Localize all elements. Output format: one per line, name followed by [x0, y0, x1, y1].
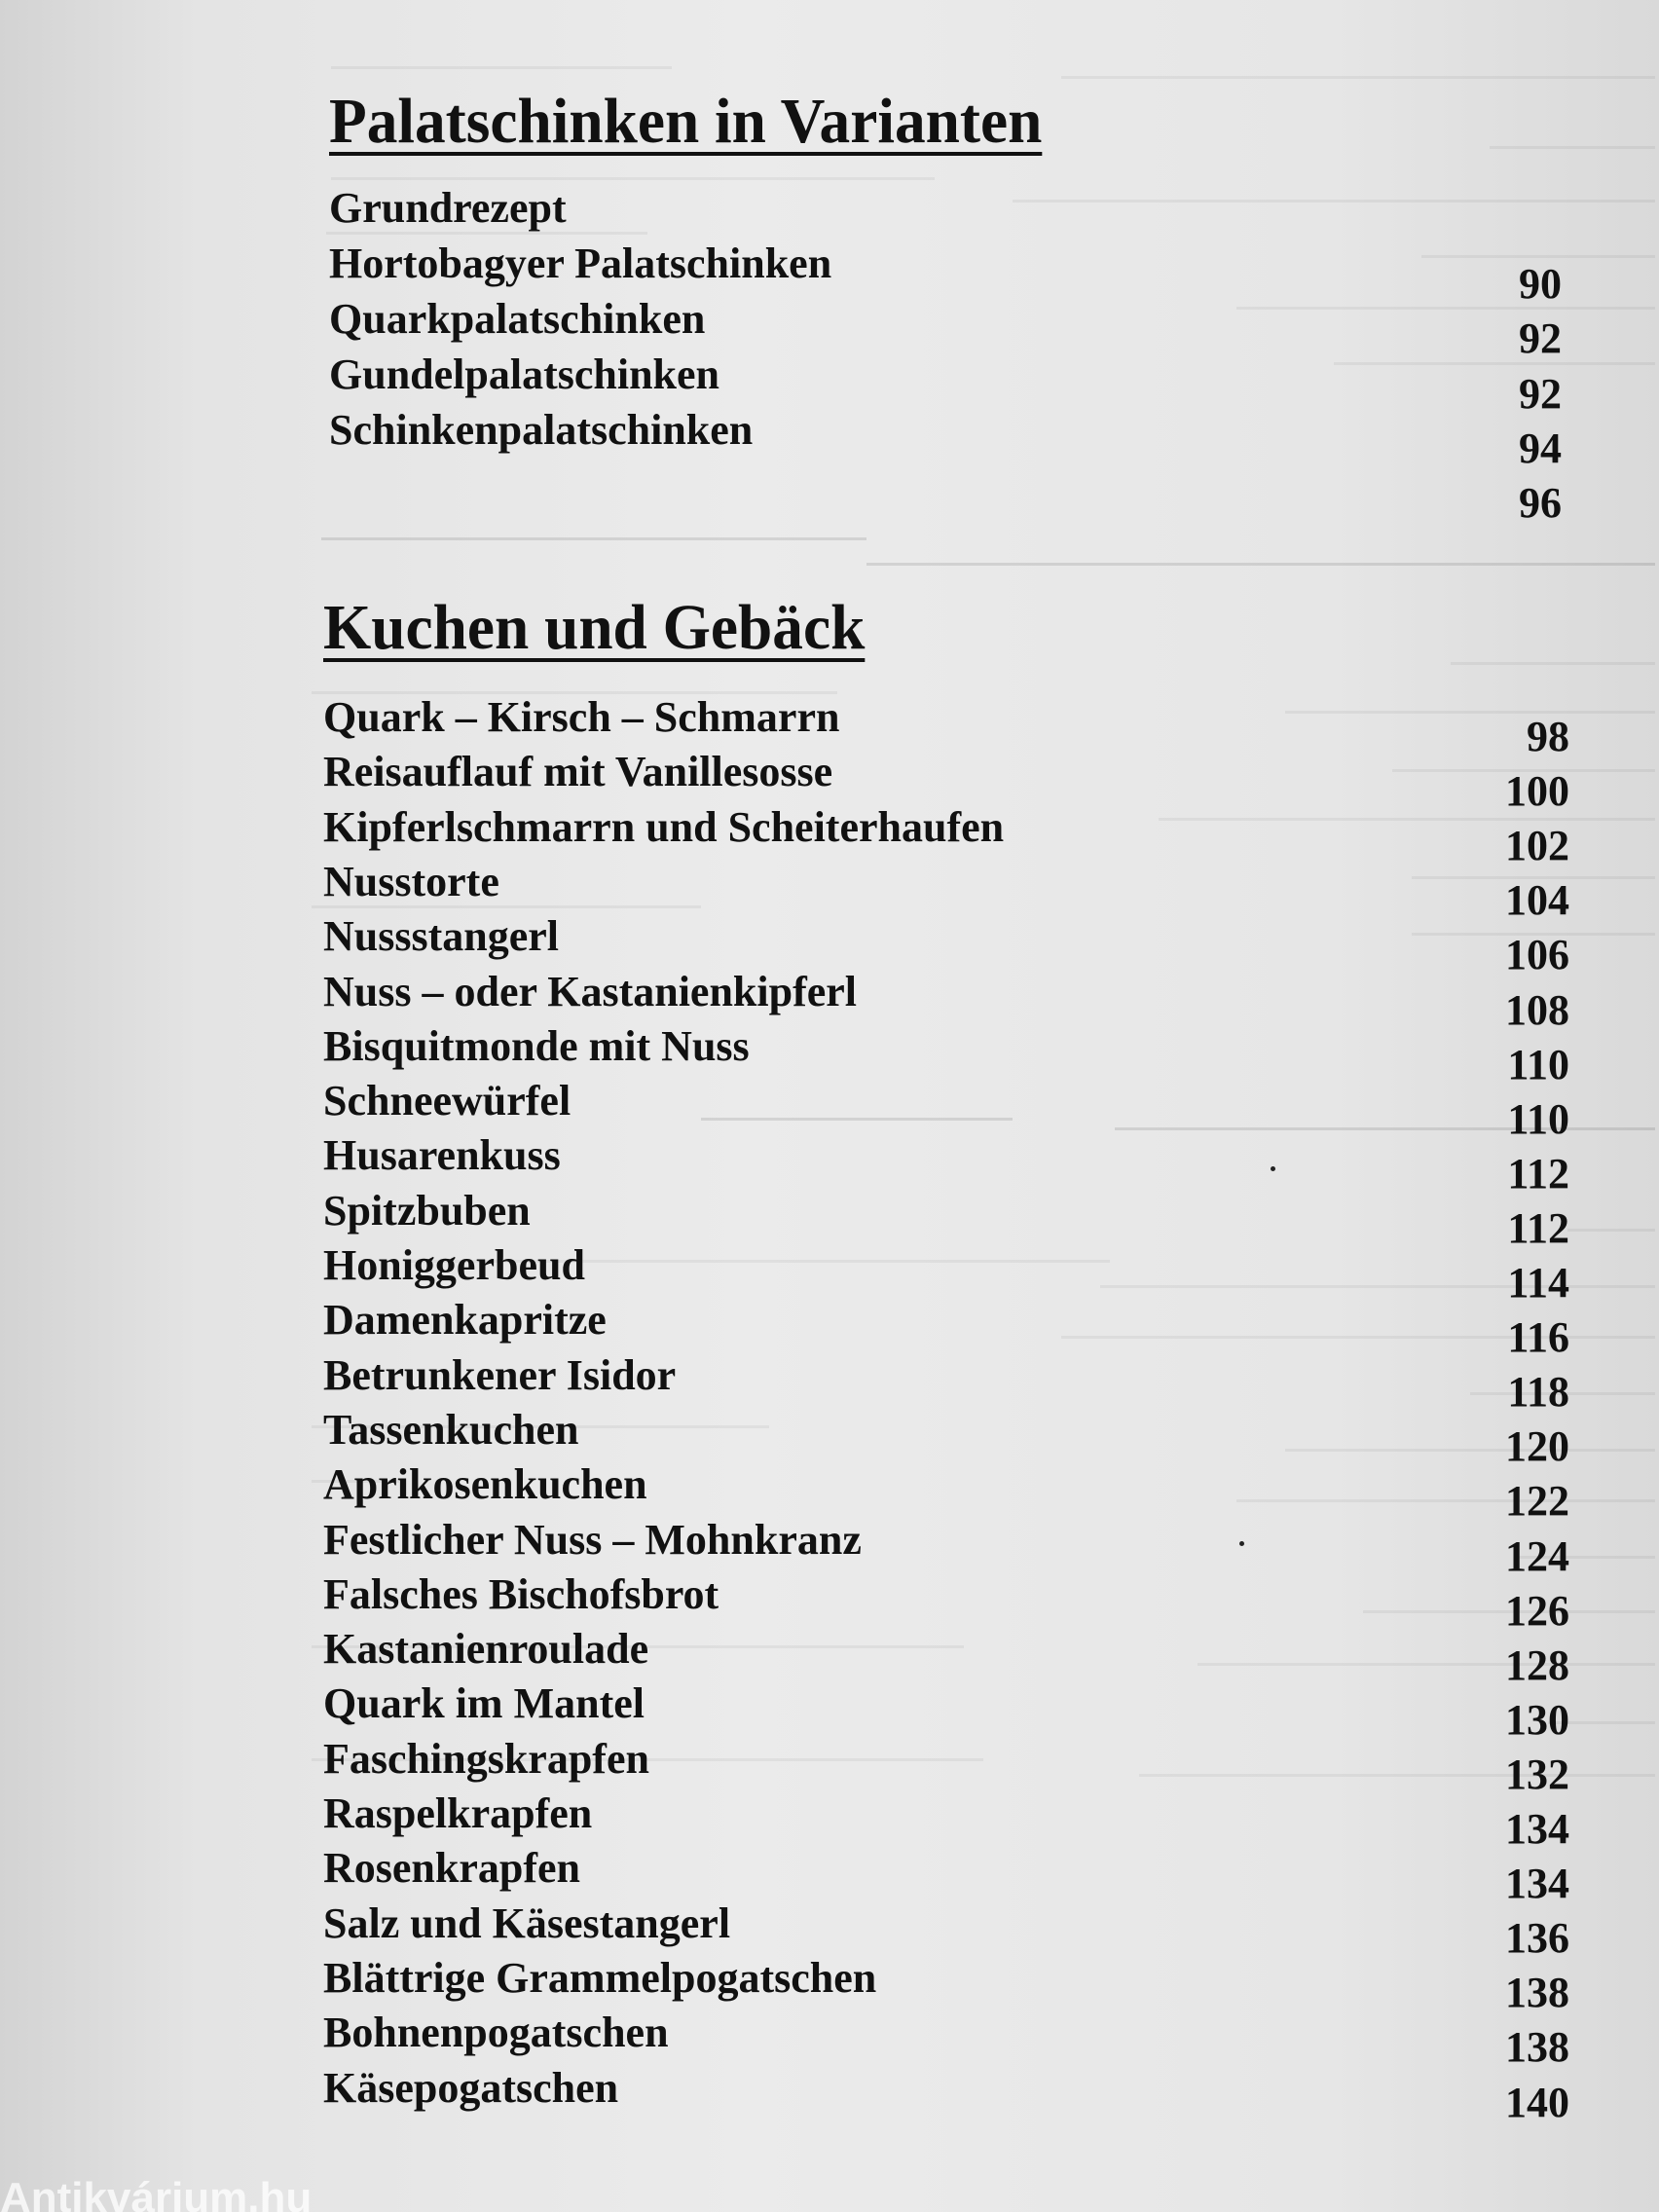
entry-page-number: 120	[1505, 1422, 1569, 1471]
entry-page-number: 136	[1505, 1914, 1569, 1963]
watermark: Antikvárium.hu	[0, 2174, 313, 2212]
entry-title: Gundelpalatschinken	[329, 350, 720, 398]
entry-page-number: 94	[1519, 424, 1562, 472]
entry-title: Quarkpalatschinken	[329, 295, 706, 343]
entry-title: Festlicher Nuss – Mohnkranz	[323, 1515, 862, 1564]
entry-title: Spitzbuben	[323, 1186, 531, 1235]
entry-title: Schinkenpalatschinken	[329, 406, 754, 454]
entry-title: Käsepogatschen	[323, 2063, 619, 2112]
entry-page-number: 112	[1507, 1203, 1569, 1252]
entry-title: Husarenkuss	[323, 1131, 561, 1180]
entry-title: Nussstangerl	[323, 912, 560, 961]
entry-title: Rosenkrapfen	[323, 1844, 581, 1893]
entry-page-number: 128	[1505, 1641, 1569, 1689]
entry-title: Honiggerbeud	[323, 1241, 585, 1289]
entry-page-number: 138	[1505, 2023, 1569, 2072]
entry-title: Nuss – oder Kastanienkipferl	[323, 967, 858, 1015]
entry-page-number: 114	[1507, 1259, 1569, 1307]
entry-title: Tassenkuchen	[323, 1405, 579, 1454]
entry-page-number: 132	[1505, 1750, 1569, 1798]
entry-title: Quark – Kirsch – Schmarrn	[323, 693, 840, 741]
entry-page-number: 130	[1505, 1695, 1569, 1744]
entry-title: Nusstorte	[323, 857, 499, 905]
entry-page-number: 92	[1519, 314, 1562, 363]
entry-page-number: 124	[1505, 1531, 1569, 1580]
entry-title: Bisquitmonde mit Nuss	[323, 1021, 750, 1070]
ink-speck	[1271, 1166, 1275, 1171]
entry-page-number: 96	[1519, 479, 1562, 527]
entry-page-number: 98	[1527, 713, 1569, 760]
entry-title: Schneewürfel	[323, 1077, 571, 1125]
entry-title: Bohnenpogatschen	[323, 2009, 669, 2057]
entry-page-number: 116	[1507, 1313, 1569, 1362]
entry-page-number: 104	[1505, 876, 1569, 925]
entry-title: Aprikosenkuchen	[323, 1460, 647, 1509]
entry-title: Salz und Käsestangerl	[323, 1899, 731, 1947]
section-title: Kuchen und Gebäck	[323, 592, 866, 663]
entry-title: Betrunkener Isidor	[323, 1350, 677, 1399]
entry-page-number: 118	[1507, 1368, 1569, 1417]
entry-page-number: 140	[1505, 2078, 1569, 2126]
entry-title: Falsches Bischofsbrot	[323, 1569, 719, 1618]
entry-page-number: 110	[1507, 1040, 1569, 1088]
entry-title: Kipferlschmarrn und Scheiterhaufen	[323, 802, 1005, 851]
entry-title: Blättrige Grammelpogatschen	[323, 1953, 877, 2002]
entry-page-number: 134	[1505, 1860, 1569, 1908]
entry-page-number: 108	[1505, 985, 1569, 1034]
entry-page-number: 100	[1505, 767, 1569, 816]
entry-title: Faschingskrapfen	[323, 1734, 649, 1783]
entry-page-number: 92	[1519, 369, 1562, 418]
entry-page-number: 112	[1507, 1149, 1569, 1198]
entry-title: Raspelkrapfen	[323, 1789, 593, 1837]
entry-page-number: 122	[1505, 1477, 1569, 1526]
entry-page-number: 102	[1505, 822, 1569, 870]
entry-title: Hortobagyer Palatschinken	[329, 240, 832, 287]
entry-page-number: 126	[1505, 1586, 1569, 1635]
entry-title: Damenkapritze	[323, 1296, 607, 1345]
entry-page-number: 106	[1505, 931, 1569, 979]
entry-page-number: 90	[1519, 260, 1562, 309]
entry-page-number: 134	[1505, 1805, 1569, 1853]
entry-title: Reisauflauf mit Vanillesosse	[323, 748, 833, 796]
ink-speck	[1239, 1541, 1244, 1546]
entry-title: Grundrezept	[329, 184, 567, 232]
entry-page-number: 138	[1505, 1969, 1569, 2017]
entry-title: Quark im Mantel	[323, 1679, 645, 1728]
entry-page-number: 110	[1507, 1094, 1569, 1143]
entry-title: Kastanienroulade	[323, 1625, 649, 1674]
section-title: Palatschinken in Varianten	[329, 86, 1043, 157]
